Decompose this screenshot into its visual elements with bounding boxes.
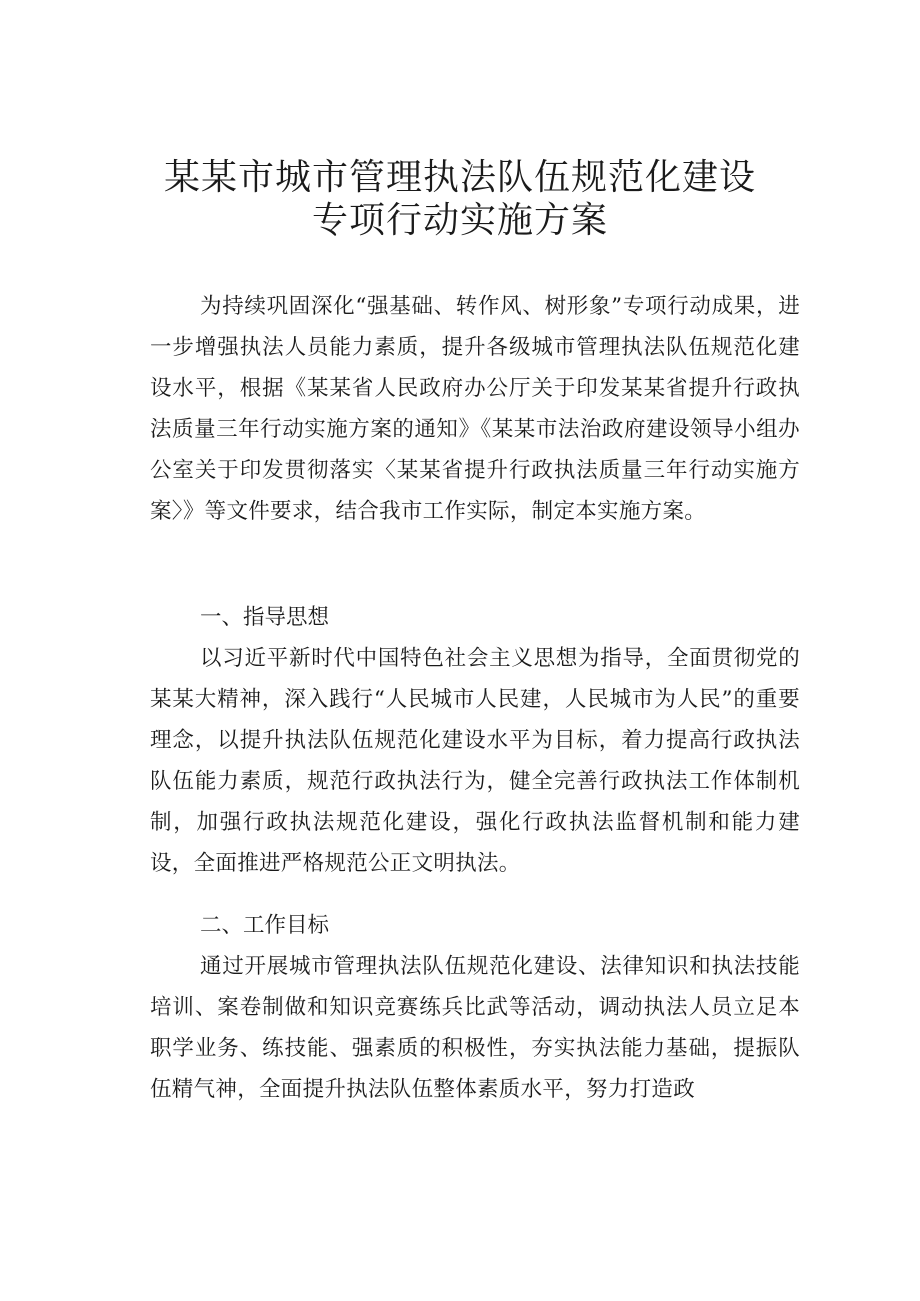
intro-paragraph: 为持续巩固深化“强基础、转作风、树形象”专项行动成果，进一步增强执法人员能力素质，提升各级城市管理执法队伍规范化建设水平，根据《某某省人民政府办公厅关于印发某某省提升行政执法质量三年行动实施方案的通知》《某某市法治政府建设领导小组办公室关于印发贯彻落实〈某某省提升行政执法质量三年行动实施方案〉》等文件要求，结合我市工作实际，制定本实施方案。	[150, 294, 800, 524]
section-heading-guiding-ideology: 一、指导思想	[200, 605, 330, 630]
document-title-line-2: 专项行动实施方案	[311, 200, 608, 241]
section-heading-work-goals: 二、工作目标	[200, 913, 330, 938]
work-goals-paragraph: 通过开展城市管理执法队伍规范化建设、法律知识和执法技能培训、案卷制做和知识竞赛练兵比武等活动，调动执法人员立足本职学业务、练技能、强素质的积极性，夯实执法能力基础，提振队伍精气神，全面提升执法队伍整体素质水平，努力打造政	[150, 954, 800, 1102]
guiding-ideology-paragraph: 以习近平新时代中国特色社会主义思想为指导，全面贯彻党的某某大精神，深入践行“人民城市人民建，人民城市为人民”的重要理念，以提升执法队伍规范化建设水平为目标，着力提高行政执法队伍能力素质，规范行政执法行为，健全完善行政执法工作体制机制，加强行政执法规范化建设，强化行政执法监督机制和能力建设，全面推进严格规范公正文明执法。	[150, 646, 800, 876]
document-title-line-1: 某某市城市管理执法队伍规范化建设	[163, 157, 756, 198]
